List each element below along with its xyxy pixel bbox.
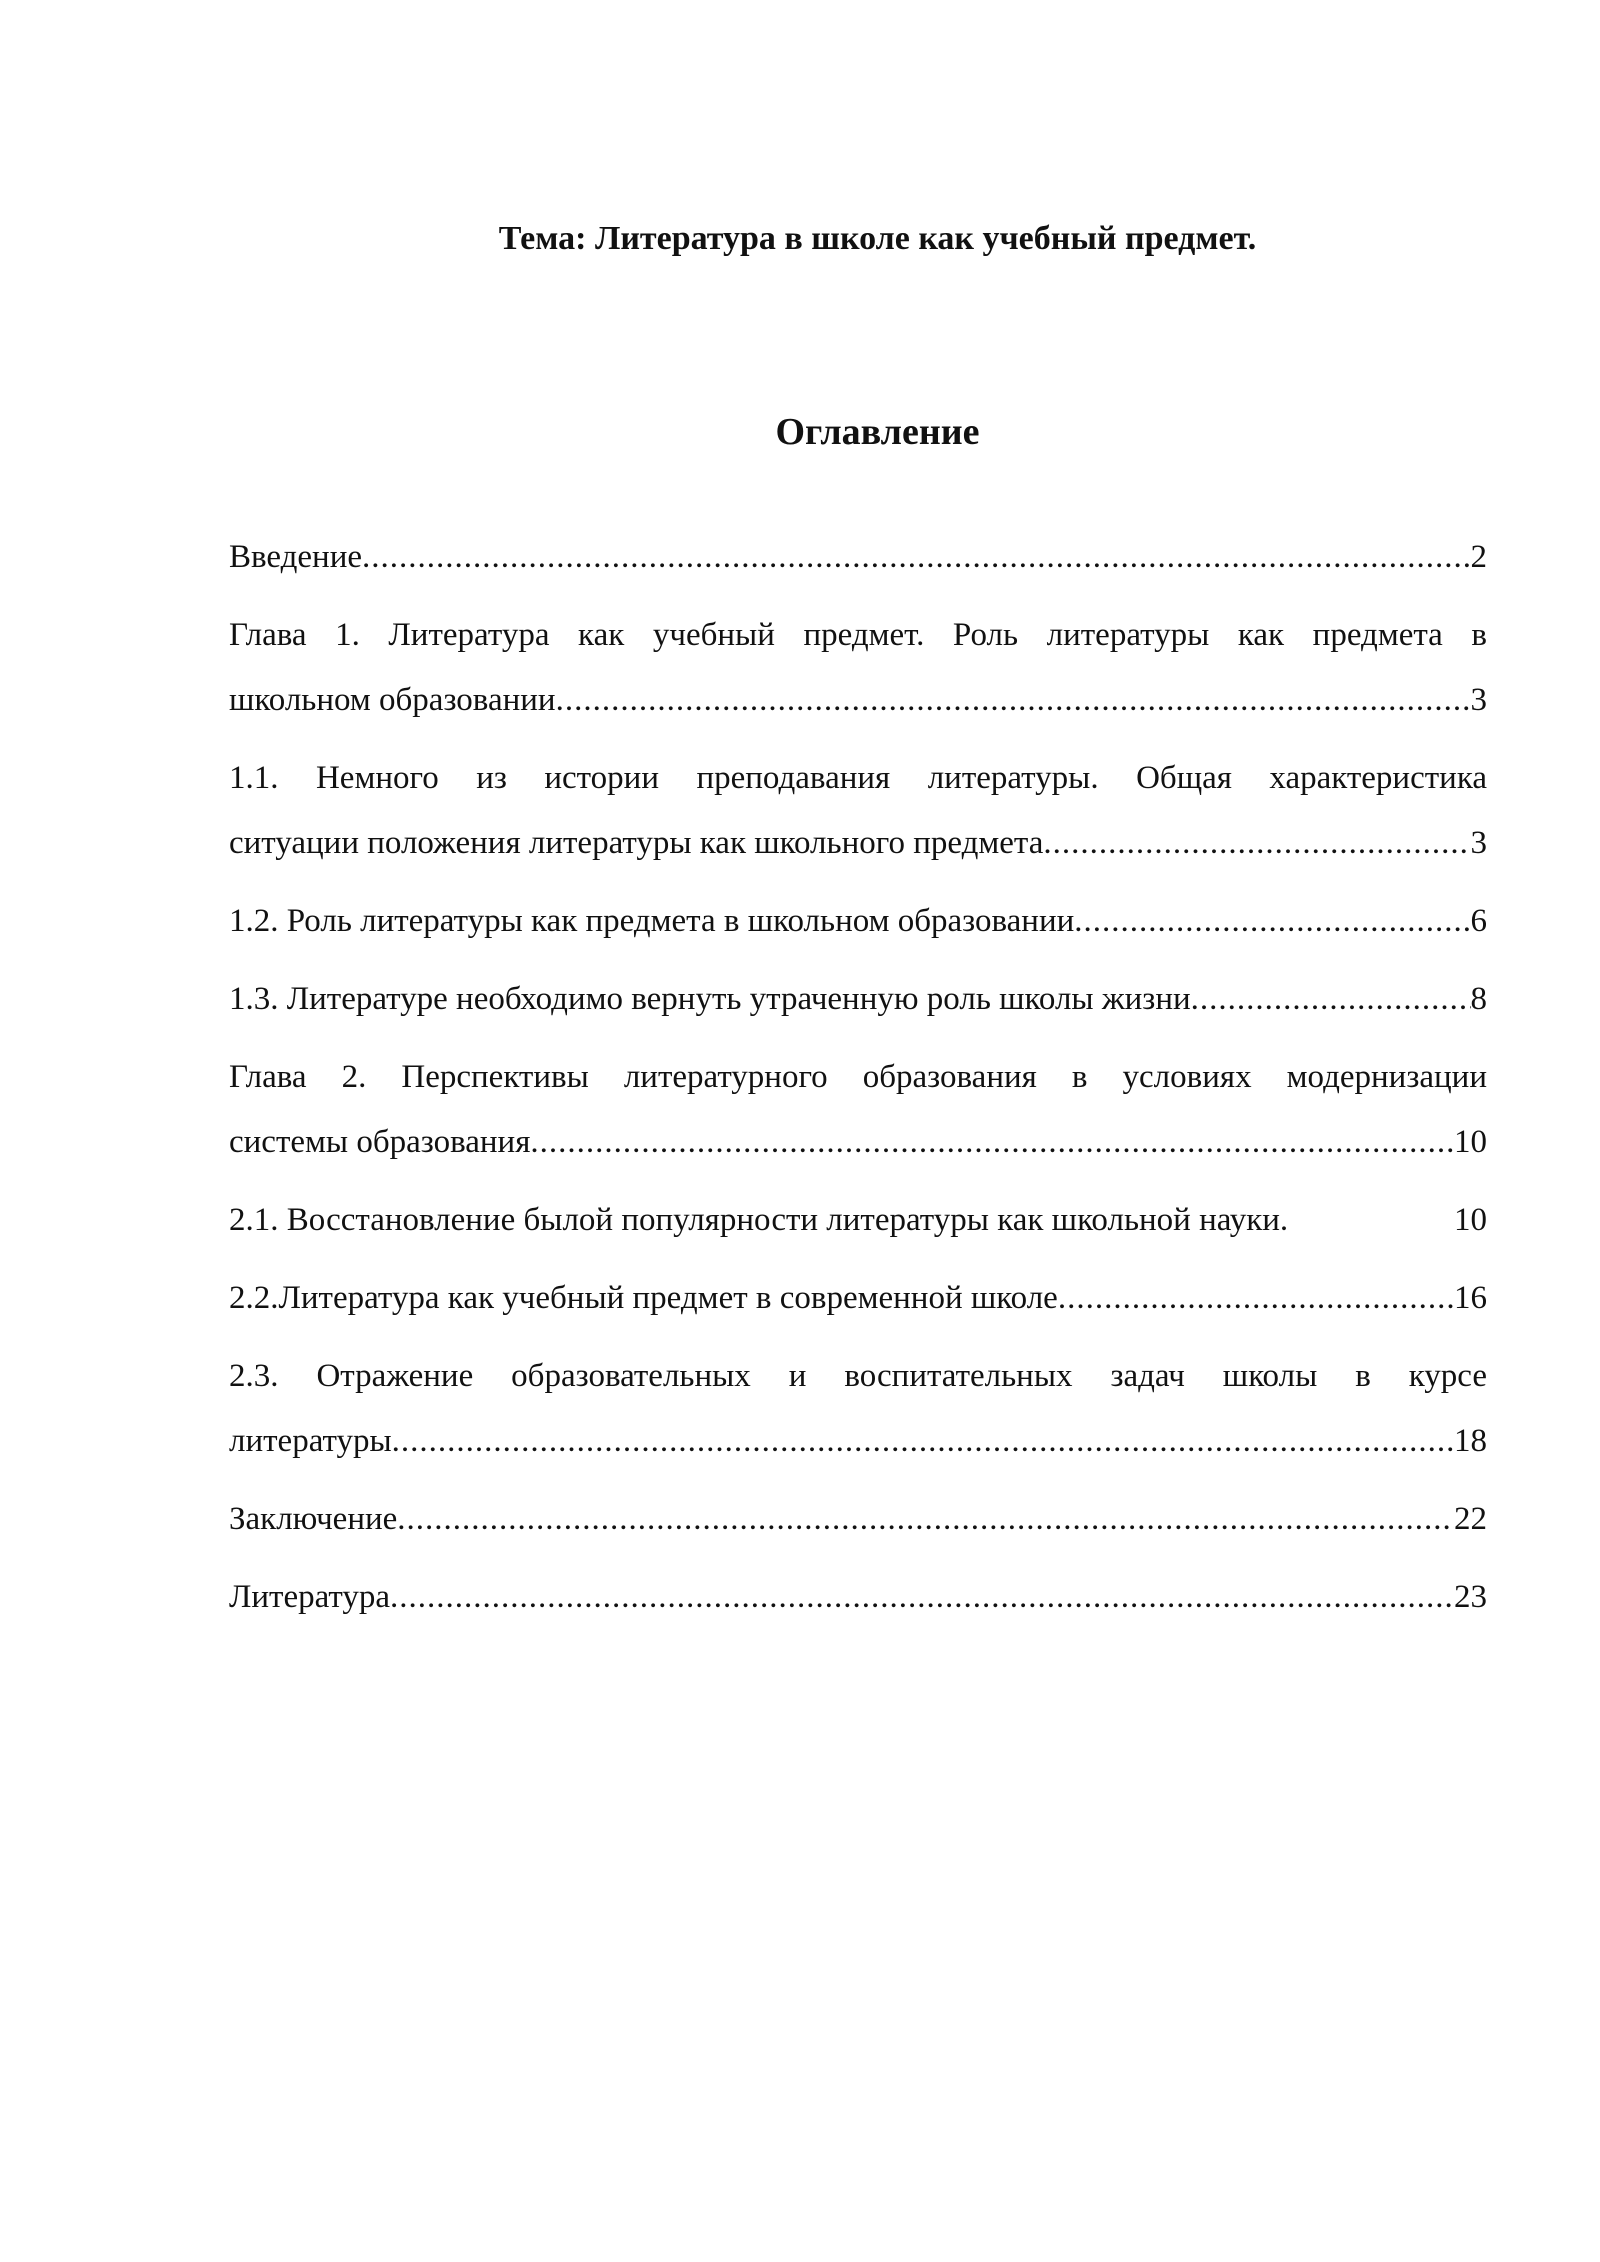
toc-entry-chapter-1[interactable] (229, 603, 1487, 733)
toc-entry-chapter-2[interactable] (229, 1045, 1487, 1175)
toc-entry-text: школьном образовании (229, 682, 556, 718)
toc-entry-section-2-3[interactable] (229, 1344, 1487, 1474)
toc-entry-text: 1.3. Литературе необходимо вернуть утраченную роль школы жизни (229, 981, 1191, 1017)
dot-leader (362, 525, 1470, 590)
table-of-contents (229, 525, 1487, 1643)
toc-entry-section-1-2[interactable] (229, 889, 1487, 954)
toc-entry-text: литературы (229, 1423, 392, 1459)
dot-leader (392, 1409, 1454, 1474)
toc-entry-text-line-1: 1.1. Немного из истории преподавания литературы. Общая характеристика (229, 760, 1487, 796)
toc-entry-page: 6 (1470, 903, 1487, 939)
toc-entry-references[interactable] (229, 1565, 1487, 1630)
toc-entry-page: 22 (1454, 1501, 1487, 1537)
toc-entry-section-2-2[interactable] (229, 1266, 1487, 1331)
toc-entry-text: ситуации положения литературы как школьного предмета (229, 825, 1044, 861)
toc-entry-text-line-1: 2.3. Отражение образовательных и воспитательных задач школы в курсе (229, 1358, 1487, 1394)
dot-leader (390, 1565, 1454, 1630)
toc-entry-page: 18 (1454, 1423, 1487, 1459)
toc-entry-page: 23 (1454, 1579, 1487, 1615)
toc-entry-page: 3 (1470, 682, 1487, 718)
dot-leader (530, 1110, 1454, 1175)
toc-entry-introduction[interactable] (229, 525, 1487, 590)
toc-entry-conclusion[interactable] (229, 1487, 1487, 1552)
toc-entry-section-2-1[interactable] (229, 1188, 1487, 1253)
toc-entry-text-line-1: Глава 1. Литература как учебный предмет. Роль литературы как предмета в (229, 617, 1487, 653)
toc-entry-text: 2.2.Литература как учебный предмет в современной школе (229, 1280, 1058, 1316)
toc-entry-page: 10 (1454, 1202, 1487, 1238)
toc-entry-text: Заключение (229, 1501, 398, 1537)
toc-entry-text: Литература (229, 1579, 391, 1615)
toc-entry-section-1-1[interactable] (229, 746, 1487, 876)
dot-leader (1074, 889, 1470, 954)
toc-entry-text: 2.1. Восстановление былой популярности литературы как школьной науки. (229, 1202, 1289, 1238)
toc-entry-page: 3 (1470, 825, 1487, 861)
toc-entry-text: 1.2. Роль литературы как предмета в школьном образовании (229, 903, 1075, 939)
toc-entry-page: 8 (1470, 981, 1487, 1017)
toc-entry-text-line-1: Глава 2. Перспективы литературного образования в условиях модернизации (229, 1059, 1487, 1095)
toc-entry-text: Введение (229, 539, 363, 575)
toc-entry-text: системы образования (229, 1124, 531, 1160)
dot-leader (1058, 1266, 1454, 1331)
dot-leader (1191, 967, 1471, 1032)
toc-entry-section-1-3[interactable] (229, 967, 1487, 1032)
toc-entry-page: 2 (1470, 539, 1487, 575)
dot-leader (1043, 811, 1470, 876)
document-topic: Тема: Литература в школе как учебный предмет. (498, 220, 1257, 257)
toc-title: Оглавление (775, 411, 980, 453)
dot-leader (556, 668, 1471, 733)
toc-entry-page: 16 (1454, 1280, 1487, 1316)
toc-entry-page: 10 (1454, 1124, 1487, 1160)
dot-leader (397, 1487, 1454, 1552)
